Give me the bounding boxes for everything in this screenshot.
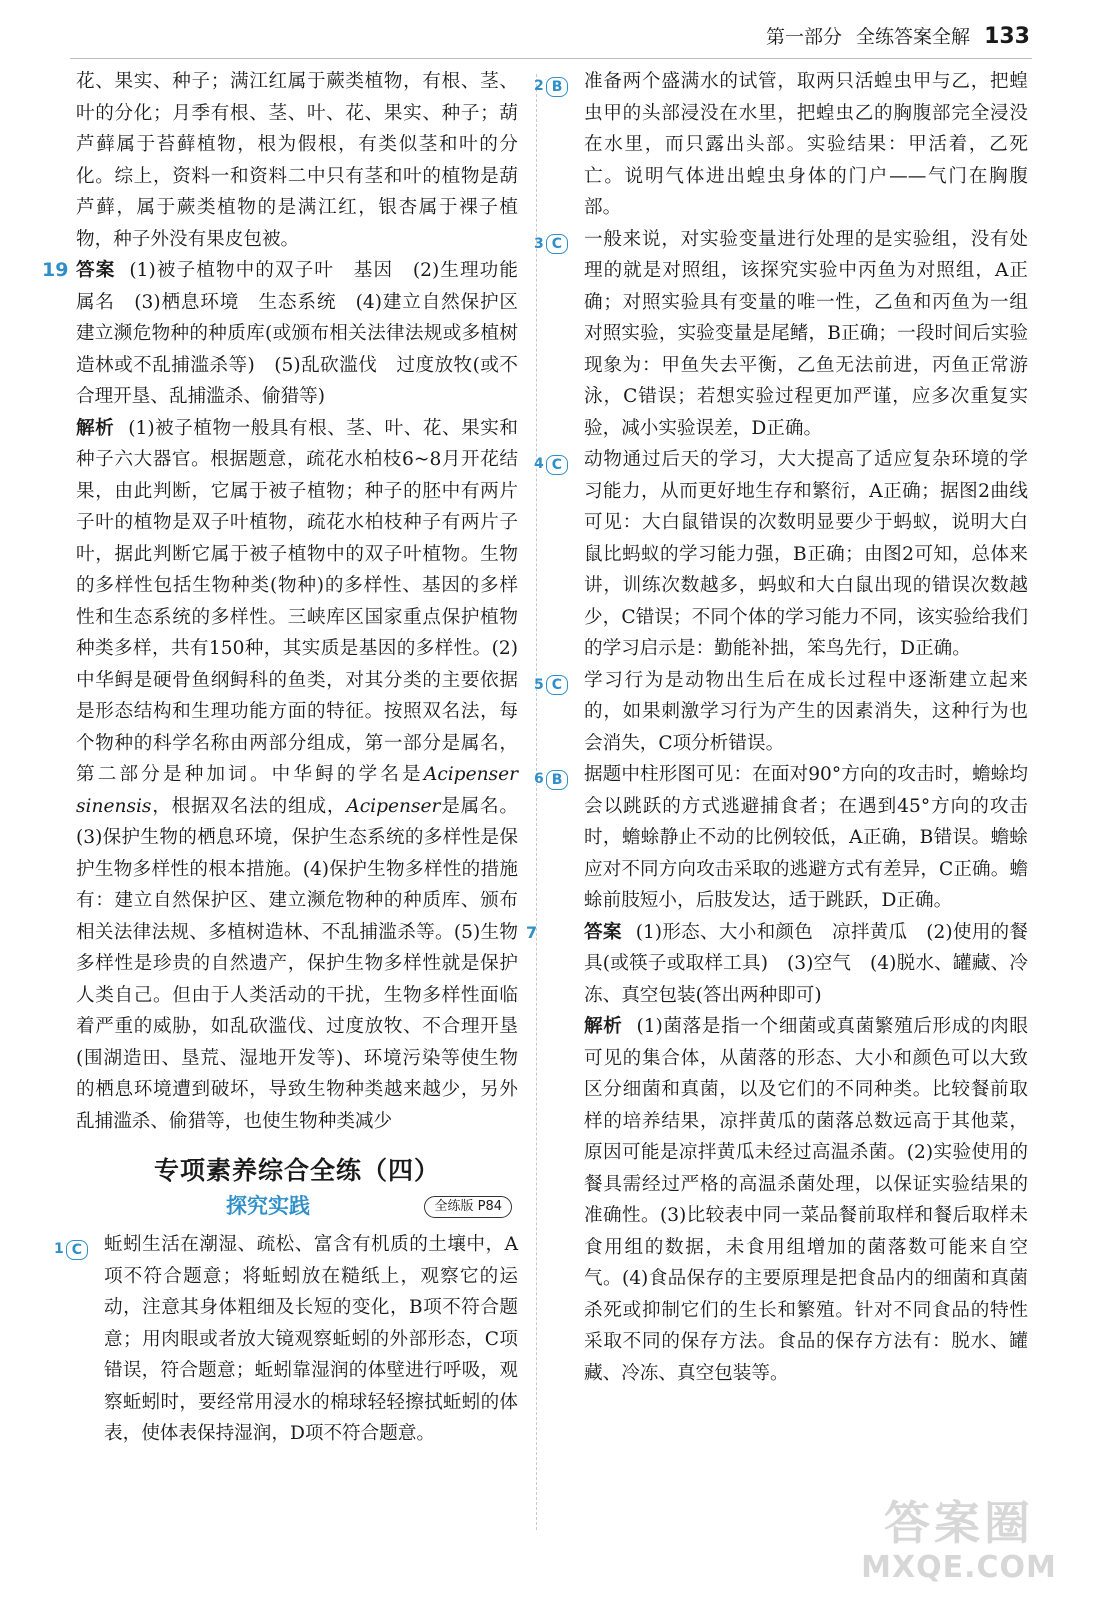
question-5 [534, 665, 1028, 760]
question-3 [534, 224, 1028, 445]
analysis-text: ，根据双名法的组成， [151, 795, 347, 817]
header-section: 第一部分 [766, 26, 843, 48]
analysis-text: 是属名。(3)保护生物的栖息环境，保护生态系统的多样性是保护生物多样性的根本措施。(4)保护生物多样性的措施有：建立自然保护区、建立濒危物种的种质库、颁布相关法律法规、多植树造林、不乱捕滥杀等。(5)生物多样性是珍贵的自然遗产，保护生物多样性就是保护人类自己。但由于人类活动的干扰，生物多样性面临着严重的威胁，如乱砍滥伐、过度放牧、不合理开垦(围湖造田、垦荒、湿地开发等)、环境污染等使生物的栖息环境遭到破坏，导致生物种类越来越少，另外乱捕滥杀、偷猎等，也使生物种类减少 [76, 795, 518, 1132]
question-6 [534, 759, 1028, 917]
intro-paragraph: 花、果实、种子；满江红属于蕨类植物，有根、茎、叶的分化；月季有根、茎、叶、花、果实、种子；葫芦藓属于苔藓植物，根为假根，有类似茎和叶的分化。综上，资料一和资料二中只有茎和叶的植物是葫芦藓，属于蕨类植物的是满江红，银杏属于裸子植物，种子外没有果皮包被。 [76, 71, 518, 250]
section-title: 专项素养综合全练（四） [153, 1156, 440, 1185]
subsection-row [76, 1191, 518, 1225]
header-rule [70, 58, 1032, 59]
latin-genus: Acipenser [346, 795, 441, 817]
question-text: 一般来说，对实验变量进行处理的是实验组，没有处理的就是对照组，该探究实验中丙鱼为对照组，A正确；对照实验具有变量的唯一性，乙鱼和丙鱼为一组对照实验，实验变量是尾鳍，B正确；一段时间后实验现象为：甲鱼失去平衡，乙鱼无法前进，丙鱼正常游泳，C错误；若想实验过程更加严谨，应多次重复实验，减小实验误差，D正确。 [584, 228, 1028, 439]
question-text: 准备两个盛满水的试管，取两只活蝗虫甲与乙，把蝗虫甲的头部浸没在水里，把蝗虫乙的胸腹部完全浸没在水里，而只露出头部。实验结果：甲活着，乙死亡。说明气体进出蝗虫身体的门户——气门在胸腹部。 [584, 71, 1028, 218]
analysis-paragraph [76, 413, 518, 1138]
question-7 [526, 917, 1028, 1390]
answer-paragraph [556, 917, 1028, 1012]
subsection-title: 探究实践 [226, 1194, 310, 1218]
latin-name: Acipenser sinensis [76, 764, 518, 817]
question-text: 蚯蚓生活在潮湿、疏松、富含有机质的土壤中，A项不符合题意；将蚯蚓放在糙纸上，观察它的运动，注意其身体粗细及长短的变化，B项不符合题意；用肉眼或者放大镜观察蚯蚓的外部形态，C项错误，符合题意；蚯蚓靠湿润的体壁进行呼吸，观察蚯蚓时，要经常用浸水的棉球轻轻擦拭蚯蚓的体表，使体表保持湿润，D项不符合题意。 [104, 1234, 518, 1444]
question-4 [534, 444, 1028, 665]
right-column [526, 66, 1028, 1389]
answer-label: 答案 [584, 921, 622, 943]
question-text: 动物通过后天的学习，大大提高了适应复杂环境的学习能力，从而更好地生存和繁衍，A正确；据图2曲线可见：大白鼠错误的次数明显要少于蚂蚁，说明大白鼠比蚂蚁的学习能力强，B正确；由图2可知，总体来讲，训练次数越多，蚂蚁和大白鼠出现的错误次数越少，C错误；不同个体的学习能力不同，该实验给我们的学习启示是：勤能补拙，笨鸟先行，D正确。 [584, 449, 1028, 659]
choice-marker: 2 B [534, 71, 568, 103]
page-number: 133 [984, 24, 1030, 49]
header-title: 全练答案全解 [856, 26, 971, 48]
choice-marker: 6 B [534, 764, 568, 796]
watermark-logo: 答案圈 [884, 1496, 1034, 1550]
analysis-label: 解析 [76, 417, 115, 439]
answer-text: (1)被子植物中的双子叶 基因 (2)生理功能 属名 (3)栖息环境 生态系统 (4)建立自然保护区 建立濒危物种的种质库(或颁布相关法律法规或多植树造林或不乱捕滥杀等) (5)乱砍滥伐 过度放牧(或不合理开垦、乱捕滥杀、偷猎等) [76, 260, 537, 407]
answer-label: 答案 [76, 260, 116, 281]
watermark [854, 1496, 1064, 1592]
question-number: 19 [42, 259, 69, 281]
watermark-url: MXQE.COM [861, 1550, 1057, 1585]
answer-paragraph [76, 255, 537, 413]
question-19 [42, 255, 537, 1137]
question-text: 学习行为是动物出生后在成长过程中逐渐建立起来的，如果刺激学习行为产生的因素消失，这种行为也会消失，C项分析错误。 [584, 669, 1028, 754]
choice-marker: 5 C [534, 670, 568, 702]
analysis-label: 解析 [584, 1016, 623, 1037]
answer-text: (1)形态、大小和颜色 凉拌黄瓜 (2)使用的餐具(或筷子或取样工具) (3)空气 (4)脱水、罐藏、冷冻、真空包装(答出两种即可) [584, 921, 1028, 1006]
analysis-text: (1)被子植物一般具有根、茎、叶、花、果实和种子六大器官。根据题意，疏花水柏枝6~8月开花结果，由此判断，它属于被子植物；种子的胚中有两片子叶的植物是双子叶植物，疏花水柏枝种子有两片子叶，据此判断它属于被子植物中的双子叶植物。生物的多样性包括生物种类(物种)的多样性、基因的多样性和生态系统的多样性。三峡库区国家重点保护植物种类多样，共有150种，其实质是基因的多样性。(2)中华鲟是硬骨鱼纲鲟科的鱼类，对其分类的主要依据是形态结构和生理功能方面的特征。按照双名法，每个物种的科学名称由两部分组成，第一部分是属名，第二部分是种加词。中华鲟的学名是 [76, 417, 518, 785]
choice-marker: 4 C [534, 449, 568, 481]
analysis-text: (1)菌落是指一个细菌或真菌繁殖后形成的肉眼可见的集合体，从菌落的形态、大小和颜色可以大致区分细菌和真菌，以及它们的不同种类。比较餐前取样的培养结果，凉拌黄瓜的菌落总数远高于其他菜，原因可能是凉拌黄瓜未经过高温杀菌。(2)实验使用的餐具需经过严格的高温杀菌处理，以保证实验结果的准确性。(3)比较表中同一菜品餐前取样和餐后取样未食用组的数据，未食用组增加的菌落数可能来自空气。(4)食品保存的主要原理是把食品内的细菌和真菌杀死或抑制它们的生长和繁殖。针对不同食品的特性采取不同的保存方法。食品的保存方法有：脱水、罐藏、冷冻、真空包装等。 [584, 1016, 1028, 1384]
choice-marker: 1 C [54, 1234, 88, 1266]
analysis-paragraph [556, 1011, 1028, 1389]
question-text: 据题中柱形图可见：在面对90°方向的攻击时，蟾蜍均会以跳跃的方式逃避捕食者；在遇到45°方向的攻击时，蟾蜍静止不动的比例较低，A正确，B错误。蟾蜍应对不同方向攻击采取的逃避方式有差异，C正确。蟾蜍前肢短小，后肢发达，适于跳跃，D正确。 [584, 764, 1028, 911]
page-header [766, 22, 1030, 56]
question-1 [54, 1229, 518, 1450]
question-2 [534, 66, 1028, 224]
reference-badge: 全练版 P84 [424, 1196, 512, 1218]
choice-marker: 3 C [534, 229, 568, 261]
left-column [42, 66, 537, 1450]
question-number: 7 [526, 922, 538, 942]
